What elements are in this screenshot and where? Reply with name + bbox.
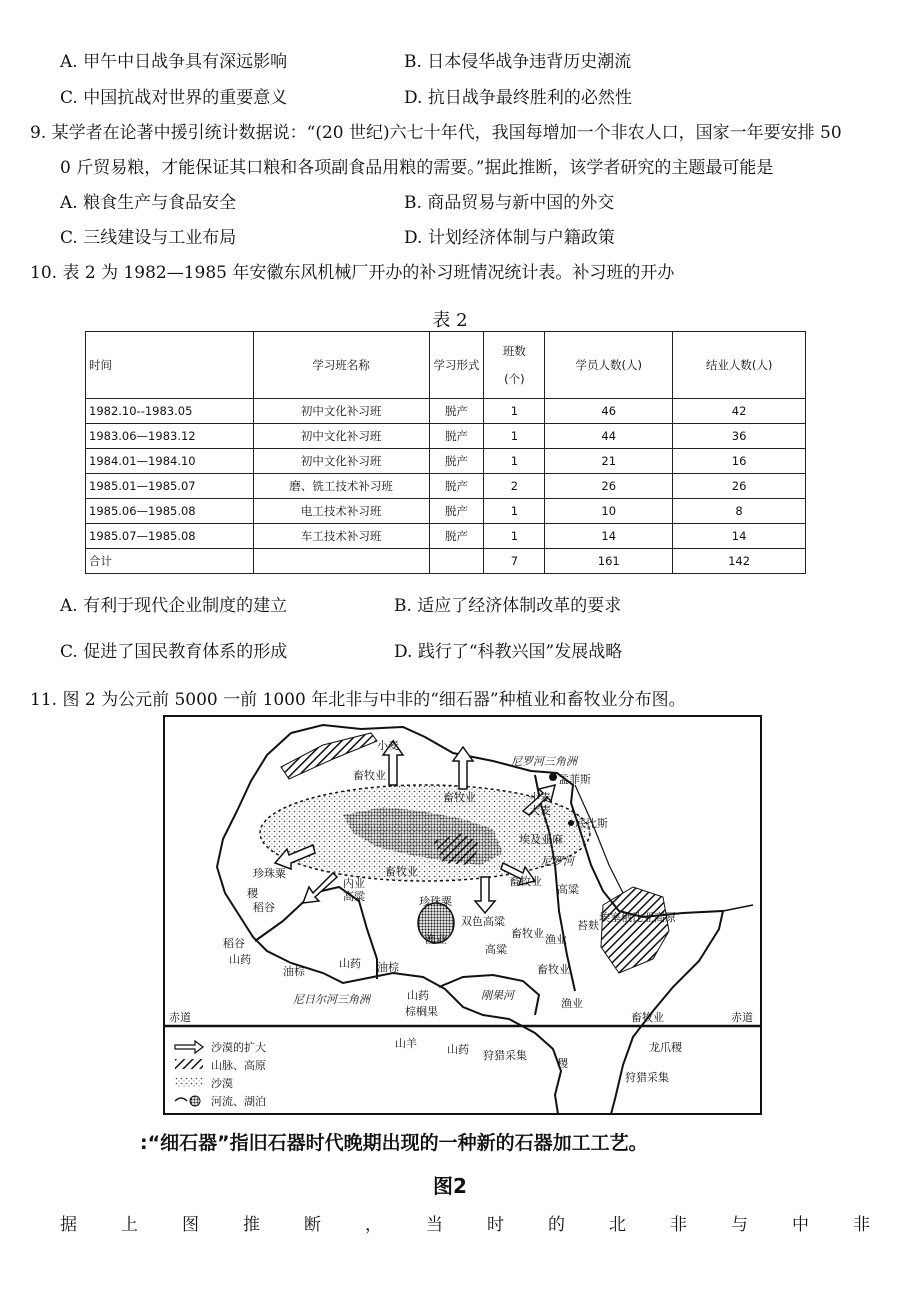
cell-graduates: 26 [673, 474, 806, 499]
figure-caption: 图2 [433, 1174, 467, 1198]
cell-form: 脱产 [429, 474, 484, 499]
legend-label: 沙漠的扩大 [211, 1041, 266, 1054]
header-study-form: 学习形式 [429, 332, 484, 399]
q9-option-d: D. 计划经济体制与户籍政策 [404, 228, 615, 248]
q9-option-b: B. 商品贸易与新中国的外交 [404, 193, 615, 213]
q8-option-c: C. 中国抗战对世界的重要意义 [60, 88, 288, 108]
label-equator-right: 赤道 [731, 1011, 753, 1024]
char: ， [365, 1215, 382, 1235]
cell-students: 161 [545, 549, 673, 574]
label-fishing-2: 渔业 [545, 933, 567, 946]
cell-count: 7 [484, 549, 545, 574]
q11-stem: 11. 图 2 为公元前 5000 一前 1000 年北非与中非的“细石器”种植业和畜牧业分布图。 [30, 690, 686, 710]
header-graduates: 结业人数(人) [673, 332, 806, 399]
label-sorghum-c: 高粱 [485, 943, 507, 956]
cell-empty [253, 549, 429, 574]
label-rice-1: 稻谷 [253, 901, 275, 914]
cell-students: 44 [545, 424, 673, 449]
continuation-line [60, 1210, 870, 1235]
cell-form: 脱产 [429, 524, 484, 549]
q8-option-d: D. 抗日战争最终胜利的必然性 [404, 88, 632, 108]
memphis-marker [549, 773, 557, 781]
table-total-row [86, 549, 806, 574]
cell-count: 1 [484, 524, 545, 549]
label-sorghum-e: 高粱 [557, 883, 579, 896]
char: 与 [731, 1215, 748, 1235]
q9-option-a: A. 粮食生产与食品安全 [60, 193, 237, 213]
label-pastoral-e1: 畜牧业 [509, 875, 542, 888]
char: 上 [121, 1215, 138, 1235]
cell-form: 脱产 [429, 449, 484, 474]
cell-class-name: 初中文化补习班 [253, 399, 429, 424]
table-row [86, 524, 806, 549]
cell-count: 1 [484, 399, 545, 424]
label-pastoral-e3: 畜牧业 [537, 963, 570, 976]
label-wheat-nw: 小麦 [377, 739, 399, 752]
cell-graduates: 16 [673, 449, 806, 474]
lake-icon [190, 1096, 200, 1106]
char: 据 [60, 1215, 77, 1235]
hatch-swatch-icon [175, 1059, 203, 1069]
char: 当 [426, 1215, 443, 1235]
cell-students: 46 [545, 399, 673, 424]
q10-option-d: D. 践行了“科教兴国”发展战略 [394, 642, 623, 662]
table-row [86, 499, 806, 524]
label-congo-river: 刚果河 [481, 989, 514, 1002]
thebes-marker [568, 820, 574, 826]
char: 中 [792, 1215, 809, 1235]
cell-total-label: 合计 [86, 549, 254, 574]
label-yam-3: 山药 [407, 989, 429, 1002]
cell-students: 21 [545, 449, 673, 474]
label-teff: 苔麸 [577, 919, 599, 932]
cell-class-name: 初中文化补习班 [253, 424, 429, 449]
label-egypt-flax: 埃及亚麻 [519, 833, 563, 846]
label-oilpalm-1: 油棕 [283, 965, 305, 978]
cell-time: 1985.07—1985.08 [86, 524, 254, 549]
cell-class-name: 初中文化补习班 [253, 449, 429, 474]
cell-time: 1982.10--1983.05 [86, 399, 254, 424]
q10-stem: 10. 表 2 为 1982—1985 年安徽东风机械厂开办的补习班情况统计表。补习班的开办 [30, 263, 675, 283]
q10-option-c: C. 促进了国民教育体系的形成 [60, 642, 288, 662]
cell-students: 14 [545, 524, 673, 549]
label-memphis: 孟菲斯 [558, 773, 591, 786]
header-students: 学员人数(人) [545, 332, 673, 399]
label-double-sorghum: 双色高粱 [461, 915, 505, 928]
label-ethiopian-plateau: 埃塞俄比亚高原 [599, 911, 676, 924]
label-pastoral-e2: 畜牧业 [511, 927, 544, 940]
label-fishing-3: 渔业 [561, 997, 583, 1010]
cell-students: 26 [545, 474, 673, 499]
header-class-count [484, 332, 545, 399]
cell-count: 2 [484, 474, 545, 499]
table-row [86, 399, 806, 424]
cell-class-name: 车工技术补习班 [253, 524, 429, 549]
label-pastoral-c: 畜牧业 [385, 865, 418, 878]
label-yam-5: 山药 [447, 1043, 469, 1056]
cell-graduates: 142 [673, 549, 806, 574]
label-hunting-1: 狩猎采集 [483, 1049, 527, 1062]
cell-time: 1985.06—1985.08 [86, 499, 254, 524]
table-row [86, 424, 806, 449]
legend-label: 河流、湖泊 [211, 1095, 266, 1108]
cell-class-name: 磨、铣工技术补习班 [253, 474, 429, 499]
cell-form: 脱产 [429, 499, 484, 524]
table-caption: 表 2 [432, 310, 468, 331]
char: 的 [548, 1215, 565, 1235]
q10-option-a: A. 有利于现代企业制度的建立 [60, 596, 288, 616]
label-hunting-2: 狩猎采集 [625, 1071, 669, 1084]
q8-option-b: B. 日本侵华战争违背历史潮流 [404, 52, 632, 72]
label-yam-2: 山药 [339, 957, 361, 970]
cell-empty [429, 549, 484, 574]
statistics-table [85, 331, 806, 574]
char: 时 [487, 1215, 504, 1235]
legend-label: 沙漠 [211, 1077, 233, 1090]
label-inland-sorghum: 内业高粱 [343, 877, 365, 903]
header-time: 时间 [86, 332, 254, 399]
cell-graduates: 36 [673, 424, 806, 449]
table-row [86, 449, 806, 474]
q10-option-b: B. 适应了经济体制改革的要求 [394, 596, 622, 616]
cell-students: 10 [545, 499, 673, 524]
cell-count: 1 [484, 449, 545, 474]
cell-graduates: 8 [673, 499, 806, 524]
figure-note: :“细石器”指旧石器时代晚期出现的一种新的石器加工工艺。 [140, 1132, 648, 1154]
label-millet-w: 珍珠粟 [253, 867, 286, 880]
label-nile-delta: 尼罗河三角洲 [511, 755, 577, 768]
label-goat: 山羊 [395, 1037, 417, 1050]
q9-option-c: C. 三线建设与工业布局 [60, 228, 237, 248]
cell-time: 1984.01—1984.10 [86, 449, 254, 474]
label-pastoral-e4: 畜牧业 [631, 1011, 664, 1024]
cell-count: 1 [484, 424, 545, 449]
label-finger-millet: 龙爪稷 [649, 1041, 682, 1054]
label-niger-delta: 尼日尔河三角洲 [293, 993, 370, 1006]
q9-stem-line2: 0 斤贸易粮，才能保证其口粮和各项副食品用粮的需要。”据此推断，该学者研究的主题最可能是 [60, 158, 774, 178]
label-pastoral-n2: 畜牧业 [443, 791, 476, 804]
label-sorghum-s: 稷 [557, 1057, 568, 1070]
char: 非 [670, 1215, 687, 1235]
cell-graduates: 42 [673, 399, 806, 424]
cell-class-name: 电工技术补习班 [253, 499, 429, 524]
label-equator-left: 赤道 [169, 1011, 191, 1024]
label-yam-1: 山药 [229, 953, 251, 966]
cell-form: 脱产 [429, 399, 484, 424]
label-fishing-1: 渔业 [425, 933, 447, 946]
legend-label: 山脉、高原 [211, 1059, 266, 1072]
table-header-row [86, 332, 806, 399]
africa-map [163, 715, 763, 1117]
char: 北 [609, 1215, 626, 1235]
char: 断 [304, 1215, 321, 1235]
header-class-count-label: 班数 [502, 344, 526, 358]
char: 非 [853, 1215, 870, 1235]
char: 推 [243, 1215, 260, 1235]
label-oilpalm-2: 油棕 [377, 961, 399, 974]
q8-option-a: A. 甲午中日战争具有深远影响 [60, 52, 288, 72]
label-nile: 尼罗河 [541, 855, 574, 868]
label-palm-fruit: 棕榈果 [405, 1005, 438, 1018]
stipple-swatch-icon [175, 1077, 203, 1087]
label-pastoral-n1: 畜牧业 [353, 769, 386, 782]
cell-time: 1985.01—1985.07 [86, 474, 254, 499]
table-row [86, 474, 806, 499]
label-rice-2: 稻谷 [223, 937, 245, 950]
q9-stem-line1: 9. 某学者在论著中援引统计数据说：“(20 世纪)六七十年代，我国每增加一个非农人口，国家一年要安排 50 [30, 123, 842, 143]
cell-time: 1983.06—1983.12 [86, 424, 254, 449]
label-sorghum-w: 稷 [247, 887, 258, 900]
cell-form: 脱产 [429, 424, 484, 449]
cell-count: 1 [484, 499, 545, 524]
label-millet-c: 珍珠粟 [419, 895, 452, 908]
header-class-name: 学习班名称 [253, 332, 429, 399]
header-class-count-unit: (个) [504, 372, 525, 386]
cell-graduates: 14 [673, 524, 806, 549]
label-wheat-barley: 小麦大麦 [529, 791, 551, 817]
label-thebes: 底比斯 [575, 817, 608, 830]
char: 图 [182, 1215, 199, 1235]
